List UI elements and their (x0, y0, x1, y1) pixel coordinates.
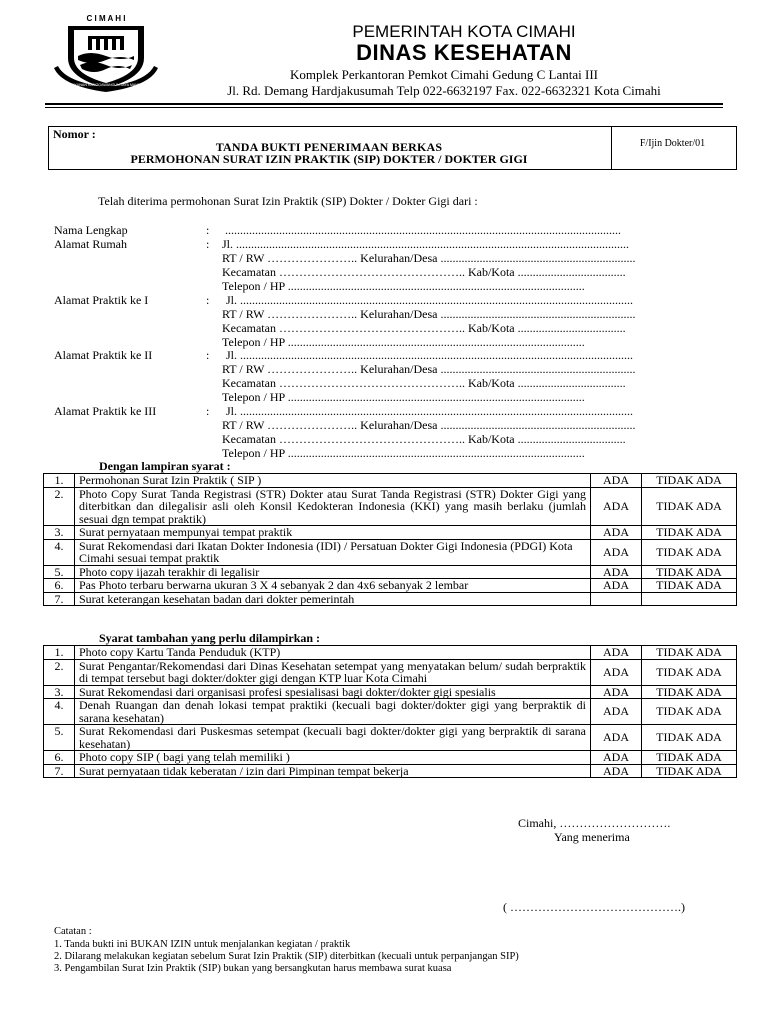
form-code: F/Ijin Dokter/01 (639, 138, 706, 149)
ada-option: ADA (591, 539, 642, 565)
logo-text-top: C I M A H I (86, 14, 126, 23)
field-praktik2-telepon: Telepon / HP ................................................................................................... (222, 390, 585, 404)
tidak-ada-option: TIDAK ADA (642, 487, 737, 526)
table-row (44, 526, 737, 540)
requirements-table-2 (43, 645, 737, 778)
row-description: Denah Ruangan dan denah lokasi tempat praktiki (kecuali bagi dokter/dokter gigi yang berpraktik di sarana kesehatan) (75, 699, 591, 725)
row-number: 4. (44, 699, 75, 725)
ada-option: ADA (591, 487, 642, 526)
row-description: Surat Rekomendasi dari Ikatan Dokter Indonesia (IDI) / Persatuan Dokter Gigi Indonesia (PDGI) Kota Cimahi sesuai tempat praktik (75, 539, 591, 565)
row-description: Photo copy ijazah terakhir di legalisir (75, 565, 591, 579)
table-row (44, 764, 737, 778)
nomor-label: Nomor : (53, 127, 96, 141)
tidak-ada-option: TIDAK ADA (642, 565, 737, 579)
colon: : (206, 237, 210, 251)
table-row (44, 565, 737, 579)
tidak-ada-option: TIDAK ADA (642, 685, 737, 699)
ada-option: ADA (591, 659, 642, 685)
field-rumah-rtrw: RT / RW ………………….. Kelurahan/Desa ................................................................. (222, 251, 636, 265)
tidak-ada-option: TIDAK ADA (642, 699, 737, 725)
row-number: 3. (44, 685, 75, 699)
tidak-ada-option: TIDAK ADA (642, 659, 737, 685)
colon: : (206, 223, 210, 237)
row-number: 6. (44, 579, 75, 593)
field-praktik1-jalan: Jl. ................................................................................................................................... (226, 293, 634, 307)
field-praktik1-kecamatan: Kecamatan ……………………………………….. Kab/Kota .................................... (222, 321, 626, 335)
table-row (44, 487, 737, 526)
header-contact-line: Jl. Rd. Demang Hardjakusumah Telp 022-6632197 Fax. 022-6632321 Kota Cimahi (227, 83, 661, 98)
row-number: 6. (44, 751, 75, 765)
notes-heading: Catatan : (54, 926, 92, 937)
row-number: 7. (44, 764, 75, 778)
ada-option: ADA (591, 685, 642, 699)
label-alamat-praktik-2: Alamat Praktik ke II (54, 348, 153, 362)
field-praktik3-rtrw: RT / RW ………………….. Kelurahan/Desa ................................................................. (222, 418, 636, 432)
field-praktik1-rtrw: RT / RW ………………….. Kelurahan/Desa ................................................................. (222, 307, 636, 321)
requirements-table-1 (43, 473, 737, 606)
ada-option (591, 592, 642, 606)
header-divider-thick (45, 103, 723, 105)
logo-motto: SAUYUNAN RANGGAWANGUN JAYA MANDIRI (66, 83, 146, 87)
tidak-ada-option: TIDAK ADA (642, 579, 737, 593)
field-praktik2-rtrw: RT / RW ………………….. Kelurahan/Desa ................................................................. (222, 362, 636, 376)
row-description: Surat pernyataan mempunyai tempat praktik (75, 526, 591, 540)
field-praktik1-telepon: Telepon / HP ................................................................................................... (222, 335, 585, 349)
table-row (44, 474, 737, 488)
signature-name-line: ( …………………………………….) (503, 900, 685, 914)
tidak-ada-option (642, 592, 737, 606)
row-number: 4. (44, 539, 75, 565)
ada-option: ADA (591, 751, 642, 765)
label-nama-lengkap: Nama Lengkap (54, 223, 128, 237)
signature-receiver-label: Yang menerima (554, 830, 630, 844)
colon: : (206, 293, 210, 307)
row-description: Permohonan Surat Izin Praktik ( SIP ) (75, 474, 591, 488)
table-row (44, 592, 737, 606)
tidak-ada-option: TIDAK ADA (642, 526, 737, 540)
row-description: Surat pernyataan tidak keberatan / izin dari Pimpinan tempat bekerja (75, 764, 591, 778)
tidak-ada-option: TIDAK ADA (642, 539, 737, 565)
field-praktik3-kecamatan: Kecamatan ……………………………………….. Kab/Kota .................................... (222, 432, 626, 446)
field-praktik2-jalan: Jl. ................................................................................................................................... (226, 348, 634, 362)
note-item: 3. Pengambilan Surat Izin Praktik (SIP) bukan yang bersangkutan harus membawa surat kuasa (54, 963, 452, 974)
field-rumah-telepon: Telepon / HP ................................................................................................... (222, 279, 585, 293)
ada-option: ADA (591, 565, 642, 579)
table-row (44, 659, 737, 685)
row-description: Surat keterangan kesehatan badan dari dokter pemerintah (75, 592, 591, 606)
field-nama-lengkap: .................................................................................................................................... (225, 223, 621, 237)
row-number: 5. (44, 725, 75, 751)
header-department-name: DINAS KESEHATAN (356, 40, 572, 65)
tidak-ada-option: TIDAK ADA (642, 646, 737, 660)
ada-option: ADA (591, 699, 642, 725)
field-rumah-jalan: Jl. ................................................................................................................................... (222, 237, 630, 251)
colon: : (206, 404, 210, 418)
ada-option: ADA (591, 764, 642, 778)
row-description: Photo Copy Surat Tanda Registrasi (STR) Dokter atau Surat Tanda Registrasi (STR) Dokter Gigi yang diterbitkan dan dilegalisir asli oleh Konsil Kedokteran Indonesia (KKI) yang masih berlaku (jumlah sesuai dgn tempat praktik) (75, 487, 591, 526)
table-row (44, 579, 737, 593)
signature-place-date: Cimahi, ………………………. (518, 816, 671, 830)
row-number: 1. (44, 474, 75, 488)
row-number: 1. (44, 646, 75, 660)
table-row (44, 646, 737, 660)
note-item: 1. Tanda bukti ini BUKAN IZIN untuk menjalankan kegiatan / praktik (54, 939, 351, 950)
tidak-ada-option: TIDAK ADA (642, 725, 737, 751)
ada-option: ADA (591, 725, 642, 751)
row-description: Photo copy Kartu Tanda Penduduk (KTP) (75, 646, 591, 660)
intro-text: Telah diterima permohonan Surat Izin Praktik (SIP) Dokter / Dokter Gigi dari : (98, 194, 478, 208)
document-title: TANDA BUKTI PENERIMAAN BERKAS (215, 140, 443, 154)
row-description: Surat Pengantar/Rekomendasi dari Dinas Kesehatan setempat yang menyatakan belum/ sudah berpraktik di tempat tersebut bagi dokter/dokter gigi dengan KTP luar Kota Cimahi (75, 659, 591, 685)
ada-option: ADA (591, 474, 642, 488)
label-alamat-praktik-1: Alamat Praktik ke I (54, 293, 149, 307)
header-government-name: PEMERINTAH KOTA CIMAHI (352, 22, 576, 41)
row-description: Pas Photo terbaru berwarna ukuran 3 X 4 sebanyak 2 dan 4x6 sebanyak 2 lembar (75, 579, 591, 593)
field-rumah-kecamatan: Kecamatan ……………………………………….. Kab/Kota .................................... (222, 265, 626, 279)
row-number: 3. (44, 526, 75, 540)
ada-option: ADA (591, 579, 642, 593)
label-alamat-praktik-3: Alamat Praktik ke III (54, 404, 157, 418)
table-row (44, 539, 737, 565)
row-number: 7. (44, 592, 75, 606)
ada-option: ADA (591, 526, 642, 540)
field-praktik3-telepon: Telepon / HP ................................................................................................... (222, 446, 585, 460)
section1-heading: Dengan lampiran syarat : (99, 459, 231, 473)
tidak-ada-option: TIDAK ADA (642, 474, 737, 488)
section2-heading: Syarat tambahan yang perlu dilampirkan : (99, 631, 321, 645)
table-row (44, 725, 737, 751)
row-number: 2. (44, 659, 75, 685)
row-number: 2. (44, 487, 75, 526)
field-praktik3-jalan: Jl. ................................................................................................................................... (226, 404, 634, 418)
note-item: 2. Dilarang melakukan kegiatan sebelum Surat Izin Praktik (SIP) diterbitkan (kecuali untuk perpanjangan SIP) (54, 951, 519, 962)
header-divider-thin (45, 107, 723, 108)
document-subtitle: PERMOHONAN SURAT IZIN PRAKTIK (SIP) DOKTER / DOKTER GIGI (130, 152, 528, 166)
tidak-ada-option: TIDAK ADA (642, 751, 737, 765)
row-description: Surat Rekomendasi dari organisasi profesi spesialisasi bagi dokter/dokter gigi spesialis (75, 685, 591, 699)
row-number: 5. (44, 565, 75, 579)
row-description: Photo copy SIP ( bagi yang telah memiliki ) (75, 751, 591, 765)
header-address-line: Komplek Perkantoran Pemkot Cimahi Gedung C Lantai III (290, 67, 598, 82)
row-description: Surat Rekomendasi dari Puskesmas setempat (kecuali bagi dokter/dokter gigi yang berpraktik di sarana kesehatan) (75, 725, 591, 751)
table-row (44, 699, 737, 725)
tidak-ada-option: TIDAK ADA (642, 764, 737, 778)
ada-option: ADA (591, 646, 642, 660)
table-row (44, 685, 737, 699)
table-row (44, 751, 737, 765)
field-praktik2-kecamatan: Kecamatan ……………………………………….. Kab/Kota .................................... (222, 376, 626, 390)
label-alamat-rumah: Alamat Rumah (54, 237, 127, 251)
colon: : (206, 348, 210, 362)
